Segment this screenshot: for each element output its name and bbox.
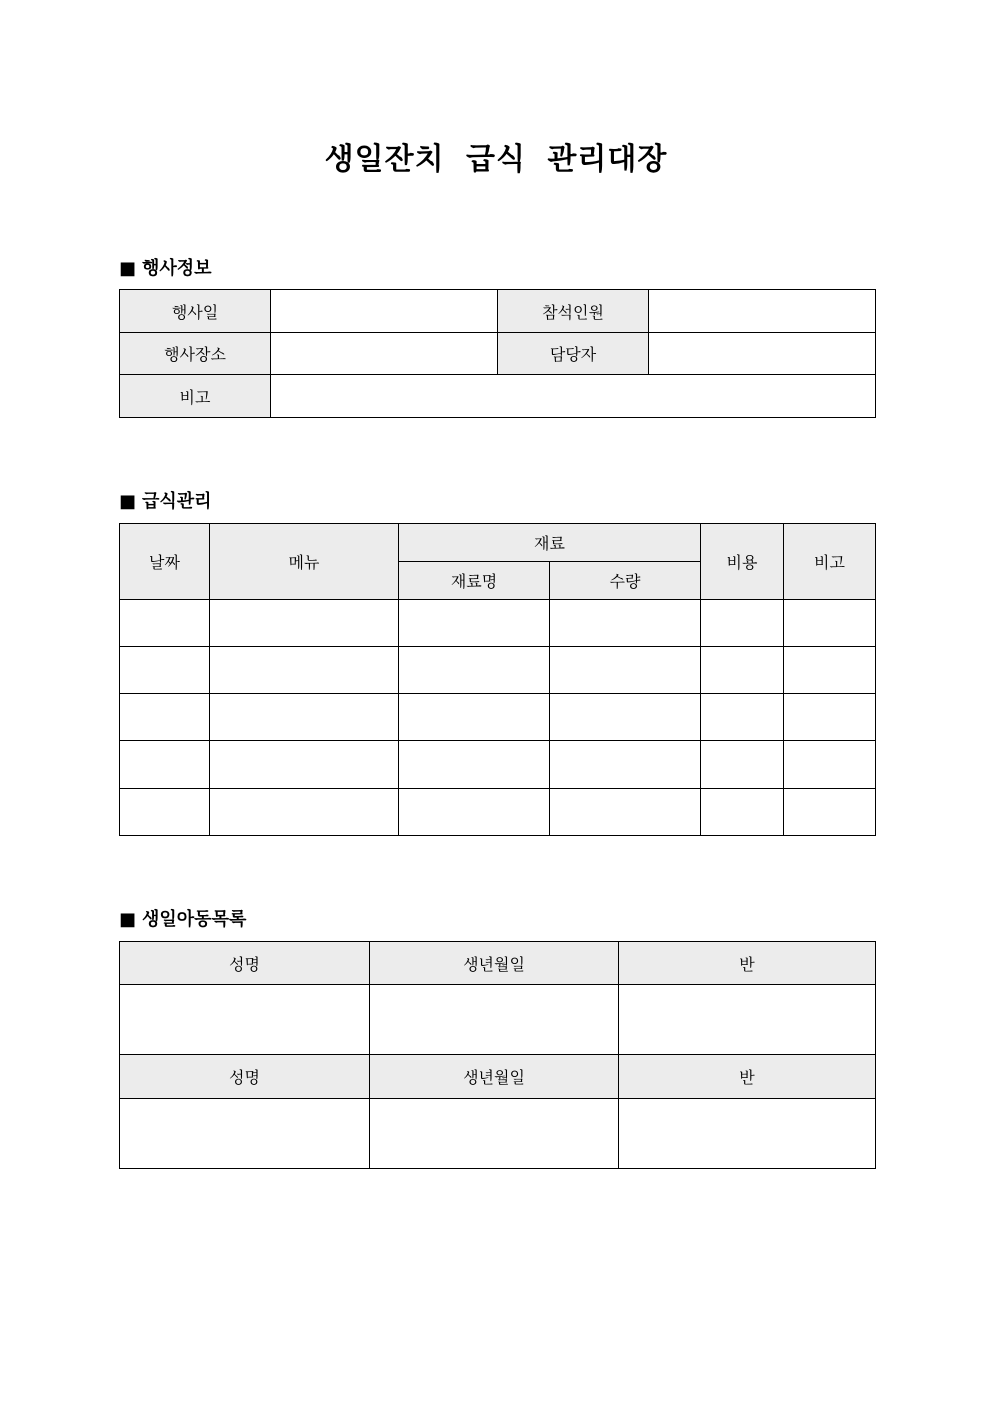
- event-info-table: [119, 289, 876, 418]
- quantity-cell[interactable]: [550, 789, 701, 836]
- section-heading-meal-management: [119, 487, 212, 513]
- table-row: [120, 789, 876, 836]
- menu-cell[interactable]: [210, 789, 399, 836]
- document-title: 생일잔치 급식 관리대장: [324, 142, 668, 177]
- date-cell[interactable]: [120, 741, 210, 789]
- event-notes-label: 비고: [120, 375, 271, 418]
- manager-field[interactable]: [649, 333, 876, 375]
- venue-field[interactable]: [271, 333, 498, 375]
- section-heading-event-info: [119, 254, 212, 280]
- quantity-cell[interactable]: [550, 741, 701, 789]
- notes-cell[interactable]: [784, 600, 876, 647]
- meal-management-table: [119, 523, 876, 836]
- date-cell[interactable]: [120, 694, 210, 741]
- date-cell[interactable]: [120, 789, 210, 836]
- ingredient-name-cell[interactable]: [399, 600, 550, 647]
- notes-cell[interactable]: [784, 694, 876, 741]
- header-ingredients: 재료: [399, 524, 701, 562]
- quantity-cell[interactable]: [550, 694, 701, 741]
- table-row: [120, 741, 876, 789]
- manager-label: 담당자: [498, 333, 649, 375]
- header-notes: 비고: [784, 524, 876, 600]
- notes-cell[interactable]: [784, 789, 876, 836]
- name-cell[interactable]: [120, 985, 370, 1055]
- class-header: 반: [619, 942, 876, 985]
- header-date: 날짜: [120, 524, 210, 600]
- event-date-label: 행사일: [120, 290, 271, 333]
- table-row: [120, 600, 876, 647]
- class-cell[interactable]: [619, 1099, 876, 1169]
- header-menu: 메뉴: [210, 524, 399, 600]
- birthday-children-table: [119, 941, 876, 1169]
- class-cell[interactable]: [619, 985, 876, 1055]
- name-cell[interactable]: [120, 1099, 370, 1169]
- menu-cell[interactable]: [210, 741, 399, 789]
- quantity-cell[interactable]: [550, 647, 701, 694]
- section-heading-birthday-children: [119, 905, 246, 931]
- menu-cell[interactable]: [210, 647, 399, 694]
- class-header: 반: [619, 1055, 876, 1099]
- ingredient-name-cell[interactable]: [399, 694, 550, 741]
- ingredient-name-cell[interactable]: [399, 647, 550, 694]
- date-cell[interactable]: [120, 647, 210, 694]
- section-marker-icon: ■: [119, 258, 137, 279]
- section-title: 급식관리: [142, 491, 212, 512]
- attendees-label: 참석인원: [498, 290, 649, 333]
- birthdate-cell[interactable]: [370, 985, 619, 1055]
- ingredient-name-cell[interactable]: [399, 741, 550, 789]
- quantity-cell[interactable]: [550, 600, 701, 647]
- table-row: [120, 1099, 876, 1169]
- cost-cell[interactable]: [701, 647, 784, 694]
- date-cell[interactable]: [120, 600, 210, 647]
- menu-cell[interactable]: [210, 694, 399, 741]
- birthdate-header: 생년월일: [370, 942, 619, 985]
- section-title: 행사정보: [142, 258, 212, 279]
- cost-cell[interactable]: [701, 600, 784, 647]
- header-ingredient-name: 재료명: [399, 562, 550, 600]
- table-row: [120, 985, 876, 1055]
- event-notes-field[interactable]: [271, 375, 876, 418]
- notes-cell[interactable]: [784, 647, 876, 694]
- header-cost: 비용: [701, 524, 784, 600]
- cost-cell[interactable]: [701, 789, 784, 836]
- attendees-field[interactable]: [649, 290, 876, 333]
- menu-cell[interactable]: [210, 600, 399, 647]
- event-date-field[interactable]: [271, 290, 498, 333]
- name-header: 성명: [120, 1055, 370, 1099]
- table-row: [120, 647, 876, 694]
- section-marker-icon: ■: [119, 909, 137, 930]
- cost-cell[interactable]: [701, 694, 784, 741]
- cost-cell[interactable]: [701, 741, 784, 789]
- table-row: [120, 694, 876, 741]
- ingredient-name-cell[interactable]: [399, 789, 550, 836]
- name-header: 성명: [120, 942, 370, 985]
- header-quantity: 수량: [550, 562, 701, 600]
- venue-label: 행사장소: [120, 333, 271, 375]
- notes-cell[interactable]: [784, 741, 876, 789]
- birthdate-cell[interactable]: [370, 1099, 619, 1169]
- section-title: 생일아동목록: [142, 909, 247, 930]
- section-marker-icon: ■: [119, 491, 137, 512]
- birthdate-header: 생년월일: [370, 1055, 619, 1099]
